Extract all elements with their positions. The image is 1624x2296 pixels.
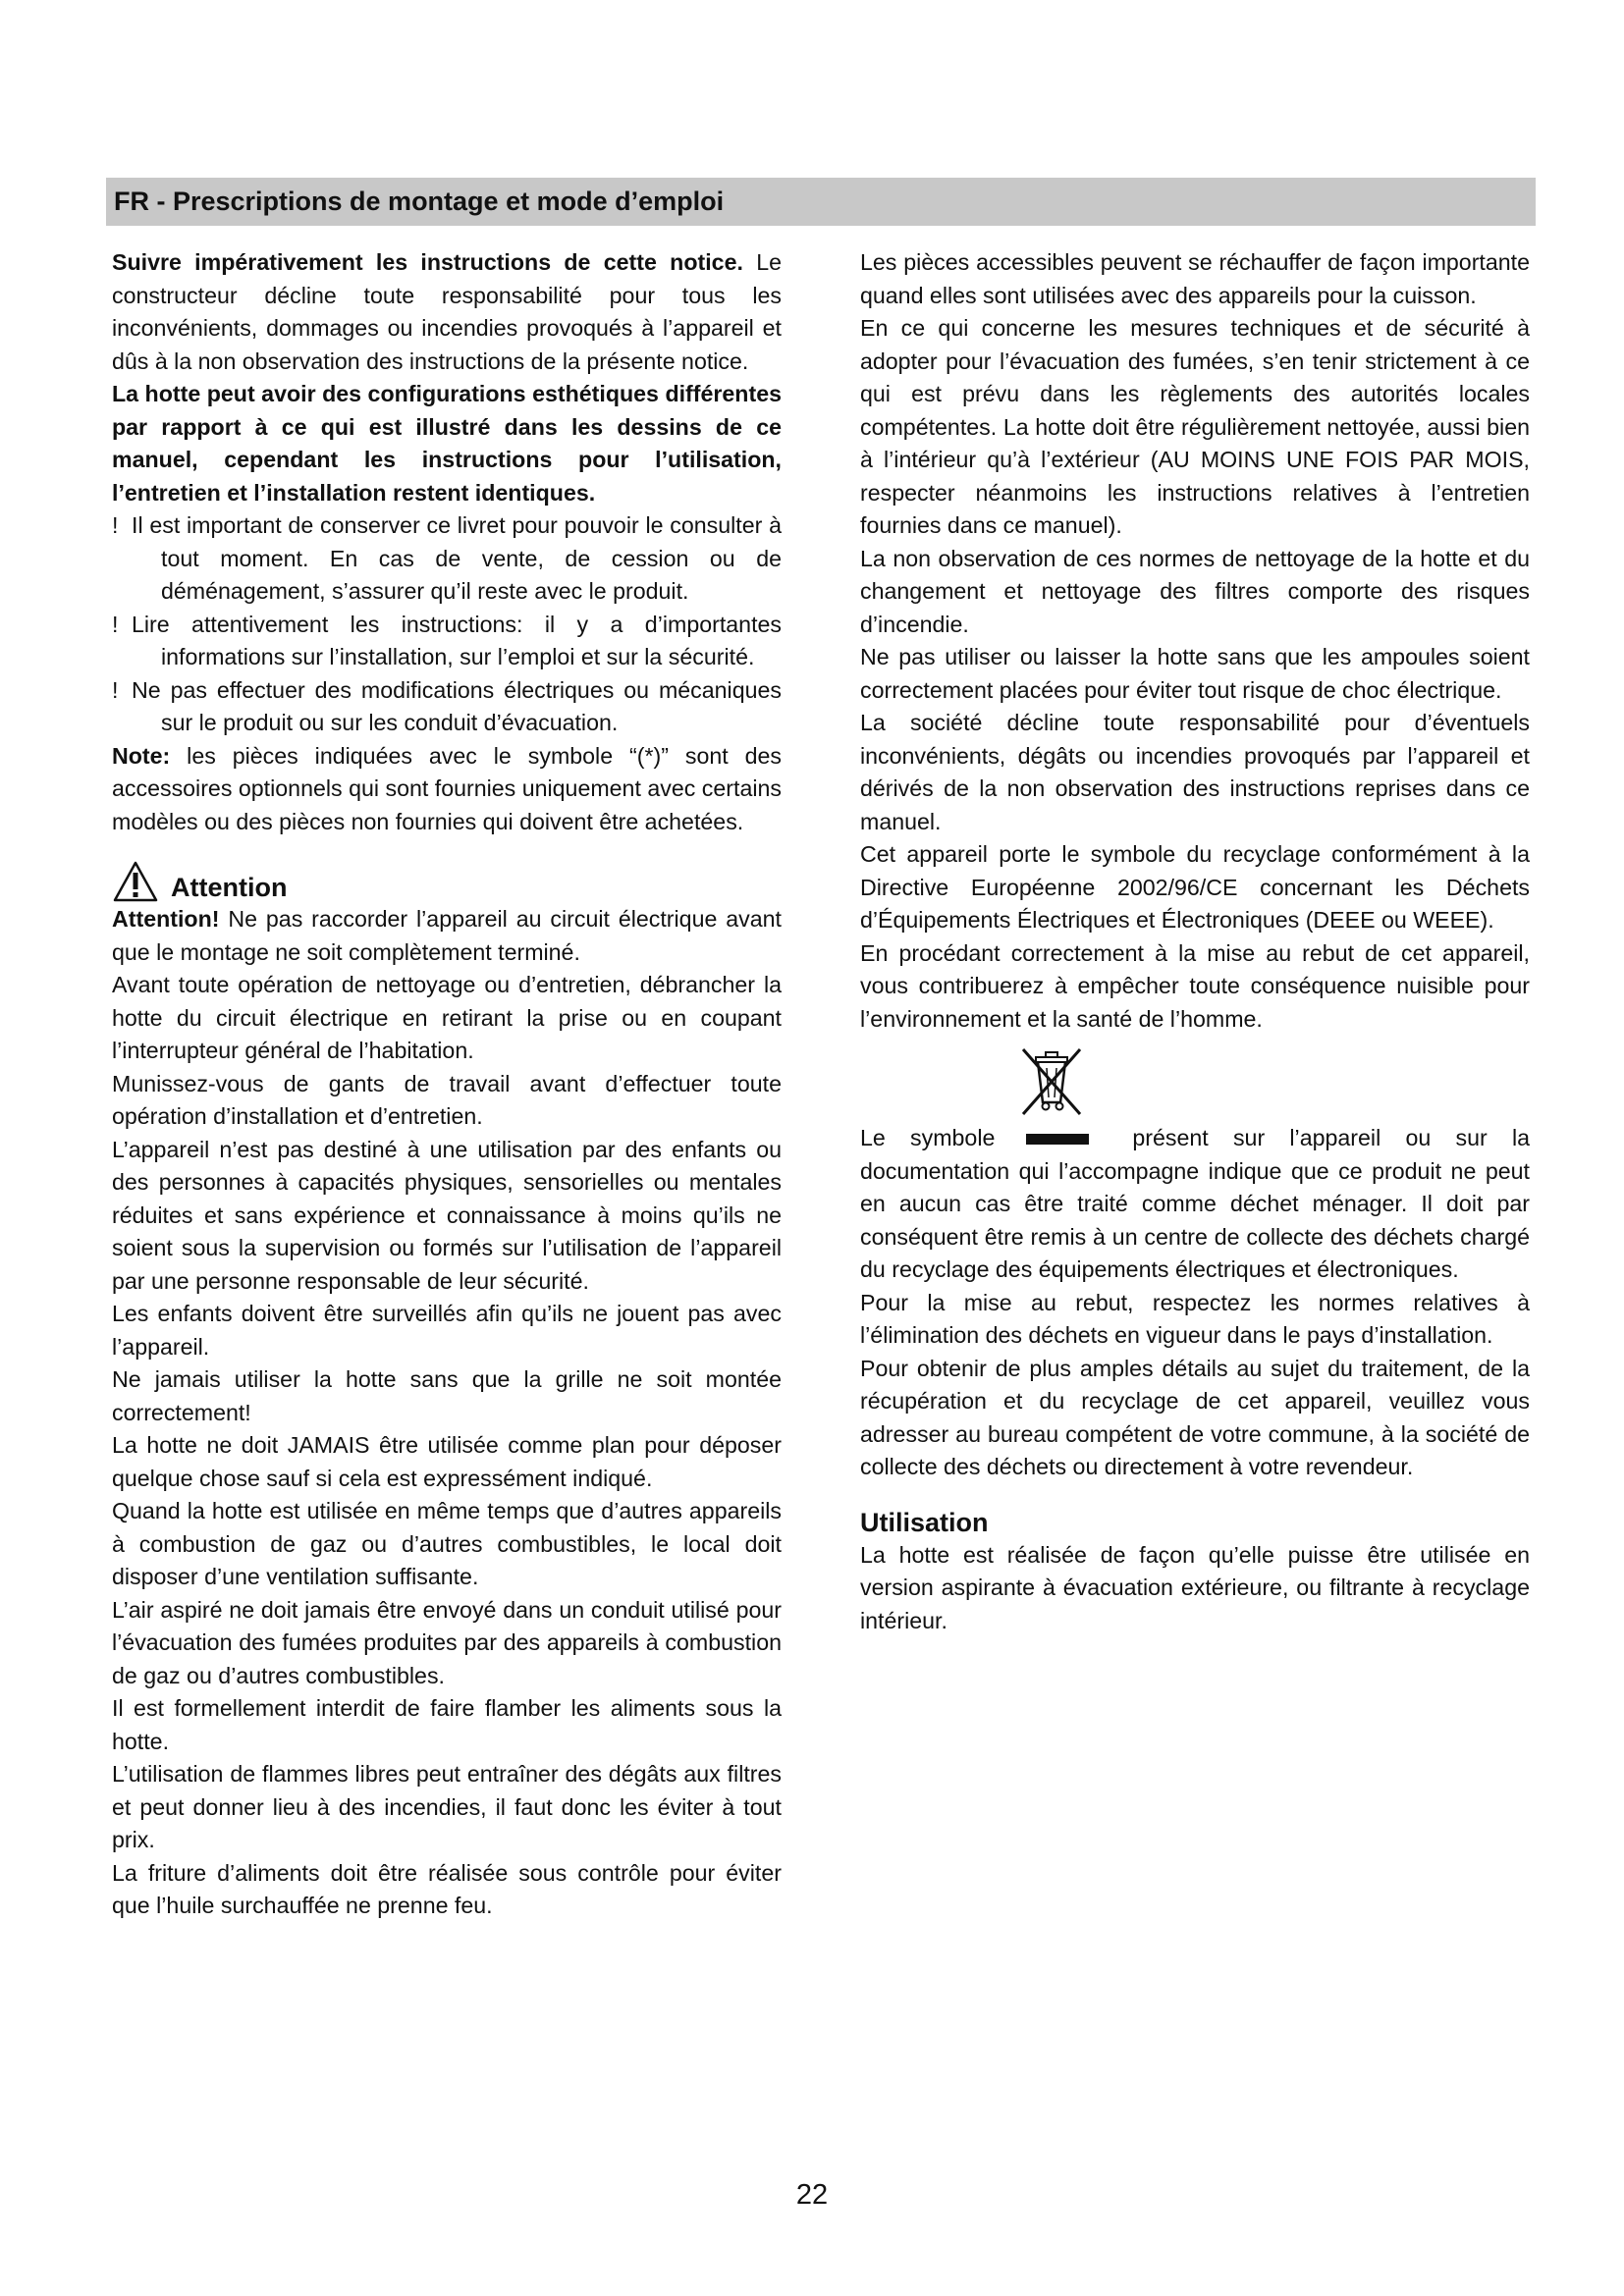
note-lead: Note: xyxy=(112,742,171,769)
utilisation-heading: Utilisation xyxy=(860,1507,989,1537)
body-paragraph: En procédant correctement à la mise au rebut de cet appareil, vous contribuerez à empêcher toute conséquence nuisible pour l’environnement et la santé de l’homme. xyxy=(860,939,1530,1032)
body-paragraph: L’appareil n’est pas destiné à une utilisation par des enfants ou des personnes à capacités physiques, sensorielles ou mentales réduites et sans expérience et connaissance à moins qu’ils ne soient sous la supervision ou formés sur l’utilisation de l’appareil par une personne responsable de leur sécurité. xyxy=(112,1136,782,1294)
body-paragraph: Pour la mise au rebut, respectez les normes relatives à l’élimination des déchets en vigueur dans le pays d’installation. xyxy=(860,1289,1530,1348)
attention-rest: Ne pas raccorder l’appareil au circuit électrique avant que le montage ne soit complètement terminé. xyxy=(112,906,782,965)
weee-bar-icon xyxy=(1026,1134,1089,1145)
intro-paragraph xyxy=(112,246,782,378)
bullet-mark: ! xyxy=(112,611,119,637)
body-paragraph: Les pièces accessibles peuvent se réchauffer de façon importante quand elles sont utilisées avec des appareils pour la cuisson. xyxy=(860,249,1530,308)
body-paragraph: En ce qui concerne les mesures techniques et de sécurité à adopter pour l’évacuation des fumées, s’en tenir strictement à ce qui est prévu dans les règlements des autorités locales compétentes. La hotte doit être régulièrement nettoyée, aussi bien à l’intérieur qu’à l’extérieur (AU MOINS UNE FOIS PAR MOIS, respecter néanmoins les instructions relatives à l’entretien fournies dans ce manuel). xyxy=(860,315,1530,538)
body-paragraph: Les enfants doivent être surveillés afin qu’ils ne jouent pas avec l’appareil. xyxy=(112,1301,782,1360)
body-paragraph: Ne pas utiliser ou laisser la hotte sans que les ampoules soient correctement placées pour éviter tout risque de choc électrique. xyxy=(860,644,1530,703)
right-column xyxy=(860,246,1530,1637)
bullet-item xyxy=(112,509,782,609)
body-paragraph: Cet appareil porte le symbole du recyclage conformément à la Directive Européenne 2002/96/CE concernant les Déchets d’Équipements Électriques et Électroniques (DEEE ou WEEE). xyxy=(860,841,1530,933)
page-number: 22 xyxy=(795,2179,829,2211)
bullet-text: Lire attentivement les instructions: il y a d’importantes informations sur l’installation, sur l’emploi et sur la sécurité. xyxy=(132,611,782,669)
attention-paragraph xyxy=(112,903,782,969)
body-paragraph: La société décline toute responsabilité pour d’éventuels inconvénients, dégâts ou incendies provoqués par l’appareil et dérivés de la non observation des instructions reprises dans ce manuel. xyxy=(860,710,1530,834)
symbol-lead: Le symbole xyxy=(860,1125,996,1150)
attention-title: Attention xyxy=(171,873,288,902)
body-paragraph: Munissez-vous de gants de travail avant d’effectuer toute opération d’installation et d’entretien. xyxy=(112,1070,782,1129)
body-paragraph: La hotte ne doit JAMAIS être utilisée comme plan pour déposer quelque chose sauf si cela est expressément indiqué. xyxy=(112,1432,782,1491)
intro-lead: Suivre impérativement les instructions de cette notice. xyxy=(112,249,743,275)
attention-lead: Attention! xyxy=(112,906,220,932)
bullet-text: Il est important de conserver ce livret pour pouvoir le consulter à tout moment. En cas de vente, de cession ou de déménagement, s’assurer qu’il reste avec le produit. xyxy=(132,512,782,604)
body-paragraph: Avant toute opération de nettoyage ou d’entretien, débrancher la hotte du circuit électrique en retirant la prise ou en coupant l’interrupteur général de l’habitation. xyxy=(112,972,782,1063)
page-title: FR - Prescriptions de montage et mode d’emploi xyxy=(114,187,725,216)
attention-heading xyxy=(112,854,782,903)
note-rest: les pièces indiquées avec le symbole “(*)” sont des accessoires optionnels qui sont fournies uniquement avec certains modèles ou des pièces non fournies qui doivent être achetées. xyxy=(112,742,782,834)
body-paragraph: Quand la hotte est utilisée en même temps que d’autres appareils à combustion de gaz ou d’autres combustibles, le local doit disposer d’une ventilation suffisante. xyxy=(112,1498,782,1589)
body-paragraph: La friture d’aliments doit être réalisée sous contrôle pour éviter que l’huile surchauffée ne prenne feu. xyxy=(112,1859,782,1918)
weee-symbol-area xyxy=(860,1040,1530,1122)
section-header-bar xyxy=(106,178,1536,226)
bullet-mark: ! xyxy=(112,512,119,538)
symbol-rest: présent sur l’appareil ou sur la documentation qui l’accompagne indique que ce produit ne peut en aucun cas être traité comme déchet ménager. Il doit par conséquent être remis à un centre de collecte des déchets chargé du recyclage des équipements électriques et électroniques. xyxy=(860,1125,1530,1282)
body-paragraph: La non observation de ces normes de nettoyage de la hotte et du changement et nettoyage des filtres comporte des risques d’incendie. xyxy=(860,545,1530,637)
body-paragraph: Pour obtenir de plus amples détails au sujet du traitement, de la récupération et du recyclage de cet appareil, veuillez vous adresser au bureau compétent de votre commune, à la société de collecte des déchets ou directement à votre revendeur. xyxy=(860,1355,1530,1479)
symbol-paragraph xyxy=(860,1122,1530,1287)
bullet-item xyxy=(112,609,782,674)
crossed-bin-icon xyxy=(1017,1043,1086,1118)
utilisation-paragraph: La hotte est réalisée de façon qu’elle puisse être utilisée en version aspirante à évacuation extérieure, ou filtrante à recyclage intérieur. xyxy=(860,1541,1530,1633)
bullet-text: Ne pas effectuer des modifications électriques ou mécaniques sur le produit ou sur les conduit d’évacuation. xyxy=(132,676,782,735)
body-paragraph: L’air aspiré ne doit jamais être envoyé dans un conduit utilisé pour l’évacuation des fumées produites par des appareils à combustion de gaz ou d’autres combustibles. xyxy=(112,1596,782,1688)
bullet-item xyxy=(112,674,782,740)
warning-triangle-icon xyxy=(112,860,159,903)
configuration-notice: La hotte peut avoir des configurations esthétiques différentes par rapport à ce qui est illustré dans les dessins de ce manuel, cependant les instructions pour l’utilisation, l’entretien et l’installation restent identiques. xyxy=(112,381,782,506)
bullet-mark: ! xyxy=(112,676,119,703)
body-paragraph: L’utilisation de flammes libres peut entraîner des dégâts aux filtres et peut donner lieu à des incendies, il faut donc les éviter à tout prix. xyxy=(112,1761,782,1852)
left-column xyxy=(112,246,782,1923)
body-paragraph: Ne jamais utiliser la hotte sans que la grille ne soit montée correctement! xyxy=(112,1366,782,1425)
body-paragraph: Il est formellement interdit de faire flamber les aliments sous la hotte. xyxy=(112,1695,782,1754)
note-paragraph xyxy=(112,740,782,839)
intro-rest: Le constructeur décline toute responsabilité pour tous les inconvénients, dommages ou incendies provoqués à l’appareil et dûs à la non observation des instructions de la présente notice. xyxy=(112,249,782,374)
